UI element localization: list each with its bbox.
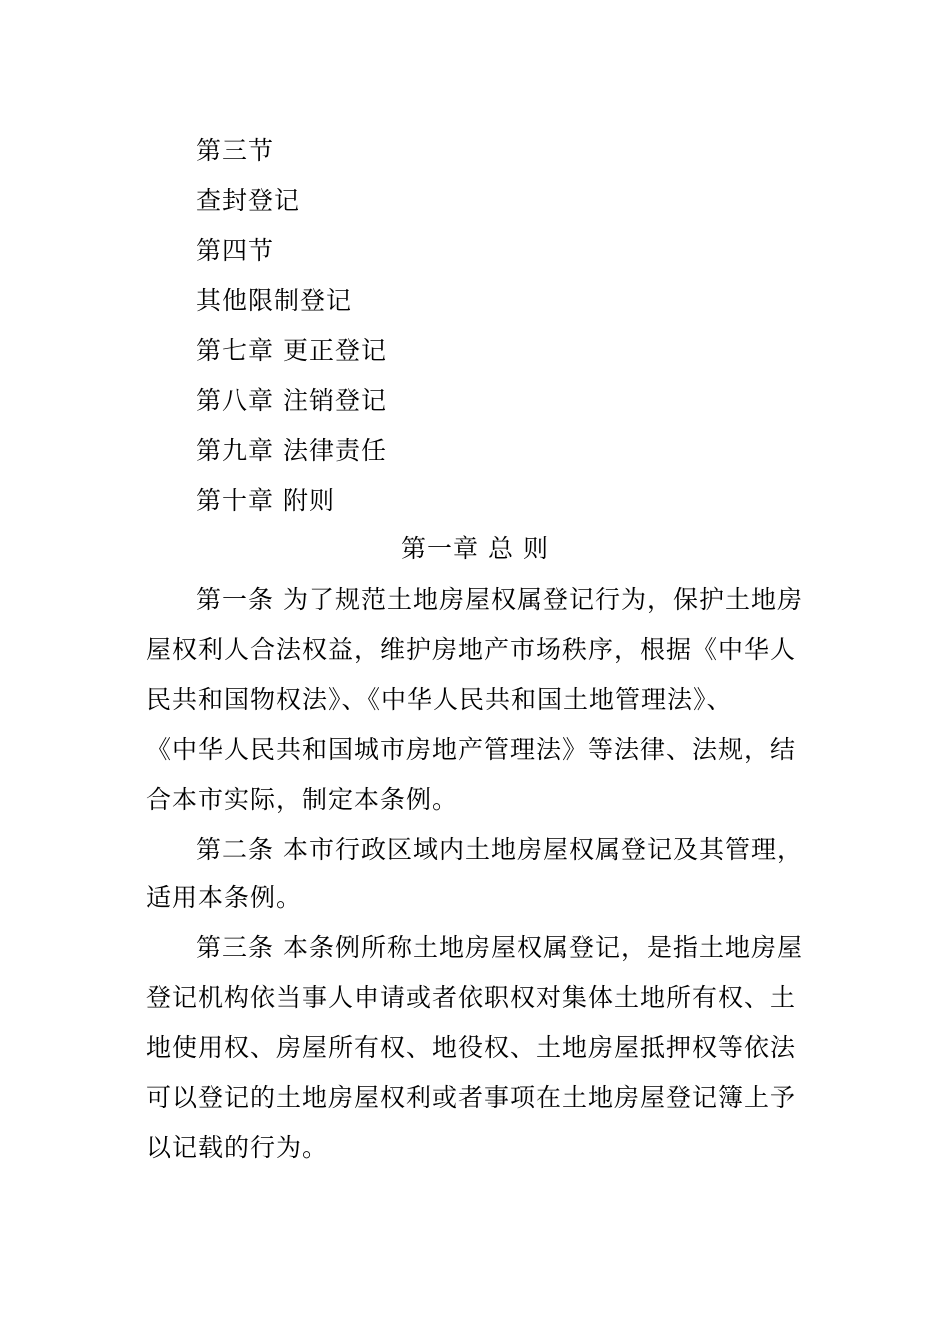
- article-1-line: 《中华人民共和国城市房地产管理法》等法律、法规，结: [146, 735, 797, 764]
- toc-item: 其他限制登记: [196, 286, 353, 315]
- toc-item: 第七章 更正登记: [196, 336, 387, 365]
- article-3-line: 以记载的行为。: [146, 1133, 329, 1162]
- toc-item: 查封登记: [196, 186, 301, 215]
- article-1-line: 屋权利人合法权益，维护房地产市场秩序，根据《中华人: [146, 635, 797, 664]
- toc-item: 第八章 注销登记: [196, 386, 387, 415]
- article-3-line: 登记机构依当事人申请或者依职权对集体土地所有权、土: [146, 983, 797, 1012]
- chapter-title: 第一章 总 则: [401, 534, 549, 563]
- article-2-line: 第二条 本市行政区域内土地房屋权属登记及其管理，: [196, 835, 803, 864]
- toc-item: 第四节: [196, 236, 275, 265]
- article-1-line: 民共和国物权法》、《中华人民共和国土地管理法》、: [146, 685, 733, 714]
- article-1-line: 合本市实际，制定本条例。: [146, 785, 459, 814]
- toc-item: 第十章 附则: [196, 486, 335, 515]
- article-3-line: 可以登记的土地房屋权利或者事项在土地房屋登记簿上予: [146, 1083, 797, 1112]
- toc-item: 第三节: [196, 136, 275, 165]
- article-3-line: 第三条 本条例所称土地房屋权属登记，是指土地房屋: [196, 933, 803, 962]
- article-1-line: 第一条 为了规范土地房屋权属登记行为，保护土地房: [196, 585, 803, 614]
- toc-item: 第九章 法律责任: [196, 436, 387, 465]
- article-2-line: 适用本条例。: [146, 883, 303, 912]
- article-3-line: 地使用权、房屋所有权、地役权、土地房屋抵押权等依法: [146, 1033, 797, 1062]
